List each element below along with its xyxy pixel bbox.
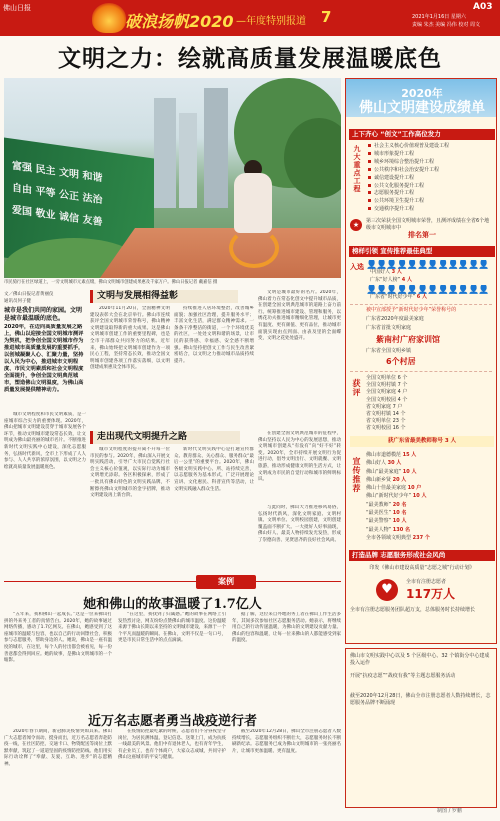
bar-heading-3: 打造品牌 志愿服务形成社会风尚 [349,550,495,561]
sec2-column-1: 城市文明程度的提升离不开每一位市民的参与。2020年，佛山深入开展文明实践活动，引导广大市民自觉践行社会主义核心价值观，以实际行动为城市文明增光添彩。各区积极探索，形成了一批具有佛山特色的文明实践品牌，不断擦亮佛山文明城市的金字招牌，推动文明建设再上新台阶。 [90,447,170,499]
reward-line-5: 广东省全国文明乡镇 [366,348,412,354]
sec2-column-2: 新时代文明实践中心是打通宣传群众、教育群众、关心群众、服务群众“最后一公里”的重要平台。2020年，佛山各级文明实践中心、所、站持续完善，以志愿服务为基本形式，广泛开展理论宣讲、文化惠民、科普宣传等活动，让文明实践融入群众生活。 [174,447,254,492]
article-column-2: 2020年11月20日，全国精神文明建设表彰大会在北京举行。佛山市连续获评全国文明城市荣誉称号，佛山精神文明建设取得新的重大成果。这是佛山文明城市创建工作的重要里程碑，也是全市干部群众共同努力的结果。近年来，佛山始终把文明城市创建作为一项民心工程，坚持常态长效，推动全国文明城市创建各项工作落实落细，以文明创建成果惠及全体市民。 [90,306,170,371]
side-label-projects: 九大重点工程 [353,145,361,193]
case-tag: 案例 [196,575,256,589]
bar3-subtitle: 印发《佛山市建设高质量“志愿之城”行动计划》 [369,565,475,571]
case2-column-1: 2020年春节期间，新冠肺炎疫情突如其来。佛山广大志愿者闻令而动、挺身而出，近万名志愿者奔赴防疫一线，在社区防控、交通卡口、物资配送等岗位上默默奉献，筑起了一道道坚固的疫情防控防线。他们用实际行动诠释了“奉献、友爱、互助、进步”的志愿精神。 [4,729,112,767]
in-row-1-value: 3 人 [391,269,402,275]
promote-item: “最美医生” 10 名 [366,510,407,517]
case1-column-1: “五年来，我和佛山一起成长。”这是一位来佛山打拼的外来务工者的真情告白。2020年，她的故事通过网络传播，感动了1.7亿网友。在佛山，她感受到了这座城市的温暖与包容，也以自己的行动回馈社会，积极参与志愿服务，帮助身边的人。她说，佛山是一座有温度的城市，在这里，每个人的付出都会被看见，每一份善意都会得到回应。她的故事，是佛山文明城市的一个缩影。 [4,612,112,664]
reward-line-1: 被中宣部授予“新时代好少年”荣誉称号的 [366,307,457,313]
in-row-1 [370,269,402,276]
case2-column-2: 在疫情防控最吃紧的时候，志愿者们不分昼夜坚守岗位，为居民测体温、登记信息、送菜上门，成为抗疫一线最美的风景。他们中有退休老人，也有青年学生，有企业员工，也有个体商户，大家众志成城，共同守护佛山这座城市的平安与健康。 [118,729,226,761]
edition-number: A03 [473,2,493,12]
bicycle-icon [229,228,279,268]
in-row-2-label: 广东“好人榜” [370,277,401,283]
award-tail: 获广东省最美教师称号 3 人 [350,436,494,447]
promote-item: 佛山好人 30 人 [366,460,402,467]
in-row-3-label: 广东省“时代好少年” [370,294,416,300]
lead-photo [4,78,341,278]
sec2-column-3: 在创建全国文明典范城市的征程中，佛山坚持以人民为中心的发展思想，推动文明城市创建从“有没有”向“好不好”转变。2020年，全市持续开展文明行为促进行动，倡导文明出行、文明就餐、文明旅游，推动形成健康文明的生活方式，让文明成为市民的自觉行动和城市的鲜明标识。 [258,431,341,483]
intro-column: 城市文明程度和市民文明素质，是一座城市综合实力的重要体现。2020年，佛山把城市文明建设贯穿于城市发展各个环节，推动文明城市建设常态长效，让文明成为佛山最亮丽的城市名片。不断推进新时代文明实践中心建设，深化志愿服务，弘扬时代新风，全市上下形成了人人参与、人人共享的浓厚氛围，以文明之力绘就高质量发展温暖底色。 [4,412,86,470]
promote-item: “最美警察” 10 人 [366,518,407,525]
award-item: 省文明家庭 7 户 [366,403,403,410]
achievement-panel-bottom [345,648,497,808]
promote-item: 佛山“新时代好少年” 10 人 [366,493,427,500]
case1-title: 她和佛山的故事温暖了1.7亿人 [83,597,262,612]
case2-column-3: 截至2020年12月28日，佛山全市注册志愿者人数持续增长，志愿服务组织不断壮大，志愿服务时长不断刷新纪录。志愿服务已成为佛山文明城市的一张亮丽名片，让城市更加温暖、更有温度。 [232,729,341,754]
award-item: 全国文明单位 6 个 [366,375,408,381]
volunteers-count: 117万人 [406,587,456,601]
project-item: 诚信建设提升工程 [368,175,496,183]
promote-item: 佛山新乡贤 20 人 [366,476,407,483]
reward-line-3: 广东省首批文明家庭 [366,325,412,331]
award-item: 全国文明校园 4 个 [366,396,408,403]
case1-column-2: “在这里，我找到了归属感。”她的故事在网络上引发热烈讨论，网友纷纷点赞佛山的城市温度。这份温暖来源于佛山长期以来坚持的文明城市建设，来源于一个个平凡而温暖的瞬间。在佛山，文明不仅是一句口号，更是市民日常生活中的点点滴滴。 [118,612,226,644]
bar-heading-1: 上下齐心 “创文”工作高位发力 [349,129,495,140]
wall-line-1: 富强 民主 文明 和谐 [12,160,103,185]
award-item: 全国文明村镇 7 个 [366,382,408,389]
in-row-3 [370,294,427,301]
project-item: 公共文化服务提升工程 [368,183,496,191]
flame-icon [92,3,126,33]
trophy-icon: ★ [350,219,362,231]
people-icons-2: 👤👤👤👤👤👤👤👤👤👤👤👤 [366,285,489,295]
photo-caption: 市民骑行在社区绿道上，一旁文明城市元素点缀，佛山文明城市创建成果惠及千家万户。佛山日报记者 戴嘉信 摄 [4,280,218,285]
award-item: 全国文明家庭 4 户 [366,389,408,396]
page-headline: 文明之力：绘就高质量发展温暖底色 [58,45,442,72]
banner-title: 破浪扬帆2020 [125,12,234,31]
promote-item: 佛山市道德模范 15 人 [366,452,417,458]
panel-year: 2020年 [401,87,443,100]
panel-title: 佛山文明建设成绩单 [359,100,485,116]
award-item: 省文明单位 23 个 [366,418,406,425]
editors-line: 责编 朱杰 美编 冯伟 校对 周文 [412,22,480,28]
newspaper-logo: 佛山日报 [3,4,31,12]
in-row-2-value: 4 人 [401,277,413,283]
banner-subtitle: —年度特别报道 [236,16,306,27]
byline-author: 文／佛山日报记者黄丽仪 [4,292,54,297]
promote-item: “最美教师” 20 名 [366,501,407,508]
promote-item: 佛山十佳最美家庭 10 户 [366,485,422,492]
article-column-4: 文明是城市最好的名片。2020年，佛山着力在常态化创文中提升城市品质，在创建全国文明典范城市的道路上奋力前行。统筹推进城市建设、管理和服务，以绣花功夫推进城市精细化管理，让城市更有温度、更有颜值、更有品位，推动城市面貌实现由点到面、由表及里的全面蝶变，文明之花处处盛开。 [258,290,341,342]
reward-line-4: 紫南村广府家训馆 [376,335,440,344]
reward-line-2: 广东省2020年度最美家庭 [366,316,424,322]
bullet-2: 佛山市文明实践中心以及 5 个区级中心、32 个镇街分中心建成投入运作 [350,653,490,666]
projects-list [368,143,496,214]
project-item: 志愿服务提升工程 [368,190,496,198]
lead-paragraph-2: 2020年，在迈向高质量发展之路上，佛山以迎接全国文明城市测评为契机，把争创全国文明城市作为推进城市高质量发展的重要抓手，以创城凝聚人心、汇聚力量，坚持以人民为中心，推进城市文明程度、市民文明素质和社会文明程度全面提升，争创全国文明典范城市，塑造佛山文明温度，为佛山高质量发展提供精神动力。 [4,324,84,393]
project-item: 城市形象提升工程 [368,151,496,159]
footer-credit: 制图 / 罗鹏 [437,808,462,814]
project-item: 城乡环境综合整治提升工程 [368,159,496,167]
banner-number: 7 [321,8,332,26]
project-item: 公共环境卫生提升工程 [368,198,496,206]
side-label-in: 入选 [350,263,364,271]
wall-line-3: 爱国 敬业 诚信 友善 [12,204,103,229]
issue-date: 2021年1月16日 星期六 [412,14,466,20]
achievement-panel [345,78,497,644]
article-column-3: 持续推进人居环境整治，改善城乡面貌；加强社区治理，提升服务水平；丰富文化生活，满足群众精神需求。一条条干净整洁的街道，一个个环境优美的社区，一处处文明和谐的场景，让市民的获得感、幸福感、安全感不断增强。佛山坚持把创文工作与民生改善紧密结合，以文明之力推动城市品质持续提升。 [174,306,254,364]
award-item: 省文明村镇 14 个 [366,411,406,418]
project-item: 社会主义核心价值观普及建设工程 [368,143,496,151]
sec2-column-4: 与此同时，佛山大力推进移风易俗，弘扬时代新风，深化文明家庭、文明村镇、文明单位、文明校园创建，文明创建覆盖面不断扩大。一大批好人好事涌现，佛山好人、最美人物持续发光发热，形成了崇德向善、见贤思齐的良好社会风尚。 [258,505,341,543]
people-icons: 👤👤👤👤👤👤👤👤👤👤👤👤 [366,260,489,270]
ranking-value: 排名第一 [408,231,436,239]
awards-list [366,375,494,433]
in-row-2 [370,277,412,284]
side-label-promote: 宣传推荐 [352,457,361,493]
byline-correspondent: 通讯员何子健 [4,299,31,304]
bar-heading-2: 榜样引领 宣传推荐最佳典型 [349,246,495,257]
case1-column-3: 据了解，这位来自外地的务工者在佛山工作生活多年，其间多次参加社区志愿服务活动。她表示，将继续用自己的行动传递温暖，为佛山的文明建设贡献力量。佛山的包容和温暖，让每一位来佛山的人都能感受到家的温度。 [232,612,341,644]
promote-item: 佛山“最美家庭” 10 人 [366,468,417,475]
section-heading-2: 走出现代文明提升之路 [90,431,240,444]
section-heading-1: 文明与发展相得益彰 [90,290,238,303]
bullet-3: 开展“抗疫志愿”“战疫有我”等主题志愿服务活动 [350,673,456,679]
promote-list [366,451,494,542]
promote-item: “最美人物” 130 名 [366,526,410,533]
in-row-3-value: 6 人 [416,294,428,300]
volunteers-label: 全市有注册志愿者 [406,579,447,585]
ranking-note: 第三次荣获全国文明城市荣誉，且测评成绩在全省6个地级市文明城市中 [366,218,490,231]
panel-banner [346,79,497,117]
in-row-1-label: 中国好人 [370,269,391,275]
page-header [0,0,500,36]
bullet-1: 全市有注册志愿服务团队超万支，总体服务时长持续增长 [350,607,476,613]
case2-title: 近万名志愿者勇当战疫逆行者 [87,714,257,729]
side-label-awarded: 获评 [352,379,361,397]
promote-item: 全市各领域文明典型 237 个 [366,534,430,541]
lead-paragraph: 城市是我们共同的家园。文明是城市最温暖的底色。 [4,307,83,322]
bullet-4: 截至2020年12月28日，佛山全市注册志愿者人数持续增长，志愿服务品牌不断涌现 [350,693,491,706]
reward-line-6: 6个村居 [386,357,416,366]
project-item: 公共秩序和社会治安提升工程 [368,167,496,175]
case-divider [4,581,341,582]
heart-icon: ♥ [376,579,398,601]
project-item: 交通秩序提升工程 [368,206,496,214]
award-item: 省文明校园 16 个 [366,425,406,432]
wall-line-2: 自由 平等 公正 法治 [12,182,103,207]
cyclist-figure [234,173,272,233]
